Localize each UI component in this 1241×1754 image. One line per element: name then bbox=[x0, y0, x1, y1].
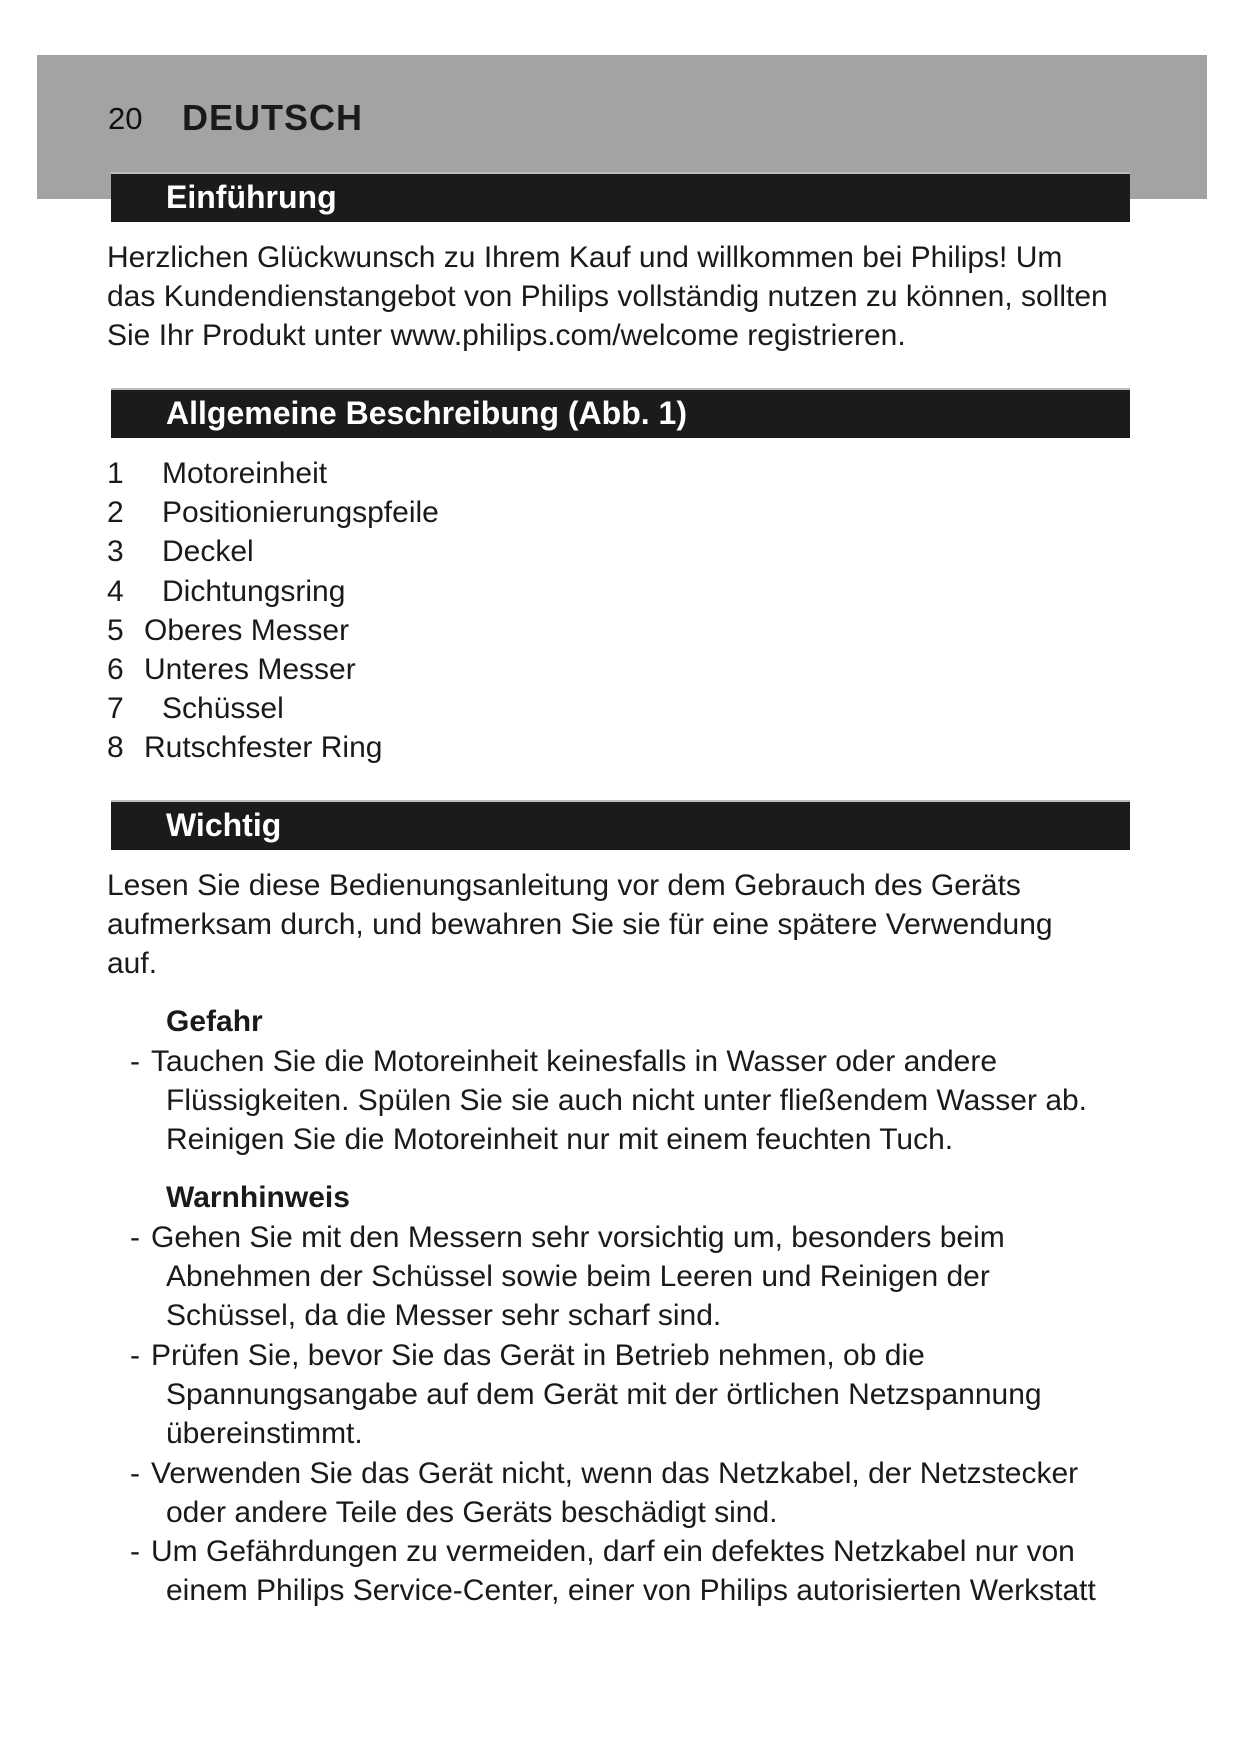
page-number: 20 bbox=[108, 101, 143, 136]
bullet-line: Abnehmen der Schüssel sowie beim Leeren und Reinigen der bbox=[166, 1260, 990, 1294]
bullet-dash: - bbox=[130, 1339, 140, 1372]
list-item bbox=[107, 650, 707, 689]
list-item bbox=[107, 611, 707, 650]
list-item-number: 3 bbox=[107, 535, 124, 569]
list-item-label: Unteres Messer bbox=[144, 652, 356, 686]
list-item-label: Motoreinheit bbox=[162, 457, 328, 490]
list-item-number: 4 bbox=[107, 574, 124, 608]
list-item-label: Schüssel bbox=[162, 692, 284, 726]
intro-paragraph bbox=[107, 238, 1108, 356]
intro-line: das Kundendienstangebot von Philips vollständig nutzen zu können, sollten bbox=[107, 280, 1108, 314]
warning-bullet bbox=[130, 1532, 1096, 1610]
bullet-line: Reinigen Sie die Motoreinheit nur mit einem feuchten Tuch. bbox=[166, 1123, 954, 1157]
list-item-label: Positionierungspfeile bbox=[162, 496, 439, 530]
important-line: aufmerksam durch, und bewahren Sie sie für eine spätere Verwendung bbox=[107, 908, 1053, 942]
list-item bbox=[107, 532, 707, 571]
danger-bullet bbox=[130, 1042, 1087, 1160]
list-item-number: 7 bbox=[107, 692, 124, 726]
bullet-line: einem Philips Service-Center, einer von Philips autorisierten Werkstatt bbox=[166, 1574, 1096, 1608]
list-item-number: 6 bbox=[107, 652, 124, 686]
important-line: Lesen Sie diese Bedienungsanleitung vor dem Gebrauch des Geräts bbox=[107, 869, 1021, 902]
section-heading-intro: Einführung bbox=[111, 172, 1130, 222]
list-item-number: 2 bbox=[107, 496, 124, 530]
list-item-label: Rutschfester Ring bbox=[144, 731, 383, 765]
list-item-number: 1 bbox=[107, 457, 124, 490]
section-heading-important: Wichtig bbox=[111, 800, 1130, 850]
list-item bbox=[107, 728, 707, 767]
bullet-dash: - bbox=[130, 1457, 140, 1490]
warning-heading: Warnhinweis bbox=[166, 1181, 350, 1214]
list-item-number: 5 bbox=[107, 613, 124, 647]
bullet-line: Schüssel, da die Messer sehr scharf sind. bbox=[166, 1299, 722, 1333]
warning-bullet bbox=[130, 1218, 1005, 1336]
bullet-line: Flüssigkeiten. Spülen Sie sie auch nicht unter fließendem Wasser ab. bbox=[166, 1084, 1088, 1118]
bullet-dash: - bbox=[130, 1045, 140, 1078]
list-item-label: Oberes Messer bbox=[144, 613, 350, 647]
bullet-line: Tauchen Sie die Motoreinheit keinesfalls in Wasser oder andere bbox=[151, 1045, 998, 1078]
bullet-line: Prüfen Sie, bevor Sie das Gerät in Betrieb nehmen, ob die bbox=[151, 1339, 925, 1372]
important-paragraph bbox=[107, 866, 1053, 984]
bullet-line: oder andere Teile des Geräts beschädigt sind. bbox=[166, 1496, 778, 1530]
bullet-dash: - bbox=[130, 1535, 140, 1568]
warning-bullet bbox=[130, 1454, 1078, 1532]
language-title: DEUTSCH bbox=[182, 97, 364, 138]
list-item-number: 8 bbox=[107, 731, 124, 765]
section-heading-description: Allgemeine Beschreibung (Abb. 1) bbox=[111, 388, 1130, 438]
bullet-line: Um Gefährdungen zu vermeiden, darf ein defektes Netzkabel nur von bbox=[151, 1535, 1075, 1568]
bullet-line: Gehen Sie mit den Messern sehr vorsichtig um, besonders beim bbox=[151, 1221, 1005, 1254]
danger-heading: Gefahr bbox=[166, 1005, 263, 1038]
list-item bbox=[107, 493, 707, 532]
warning-bullet bbox=[130, 1336, 1042, 1454]
list-item bbox=[107, 454, 707, 493]
list-item bbox=[107, 689, 707, 728]
bullet-line: übereinstimmt. bbox=[166, 1417, 363, 1451]
intro-line: Herzlichen Glückwunsch zu Ihrem Kauf und willkommen bei Philips! Um bbox=[107, 241, 1063, 274]
list-item-label: Deckel bbox=[162, 535, 254, 569]
important-line: auf. bbox=[107, 947, 158, 981]
bullet-line: Verwenden Sie das Gerät nicht, wenn das Netzkabel, der Netzstecker bbox=[151, 1457, 1079, 1490]
list-item-label: Dichtungsring bbox=[162, 574, 346, 608]
list-item bbox=[107, 572, 707, 611]
parts-list bbox=[107, 454, 707, 768]
intro-line: Sie Ihr Produkt unter www.philips.com/welcome registrieren. bbox=[107, 319, 906, 353]
bullet-dash: - bbox=[130, 1221, 140, 1254]
bullet-line: Spannungsangabe auf dem Gerät mit der örtlichen Netzspannung bbox=[166, 1378, 1042, 1412]
